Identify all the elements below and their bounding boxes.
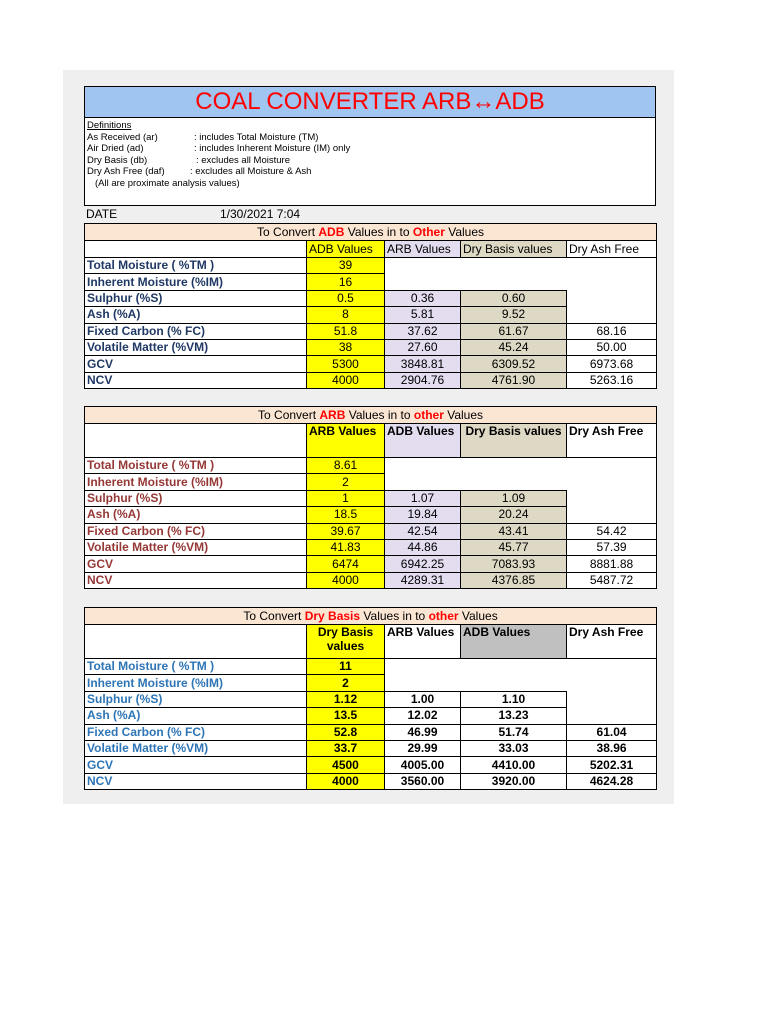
adb-conversion-table [84, 223, 657, 389]
table-row: Sulphur (%S) 1 1.07 1.09 [85, 490, 657, 506]
empty-block [385, 458, 657, 491]
table-row: Sulphur (%S) 1.12 1.00 1.10 [85, 691, 657, 707]
input-cell[interactable]: 1 [307, 490, 385, 506]
input-cell[interactable]: 18.5 [307, 507, 385, 523]
table-row: NCV 4000 2904.76 4761.90 5263.16 [85, 372, 657, 388]
column-header: Dry Basis values [461, 241, 567, 258]
input-cell[interactable]: 0.5 [307, 290, 385, 306]
definition-desc: : excludes all Moisture & Ash [190, 166, 312, 178]
definition-desc: : includes Inherent Moisture (IM) only [194, 143, 351, 155]
column-header: Dry Ash Free [567, 241, 657, 258]
column-header: ARB Values [307, 424, 385, 458]
table-row: Volatile Matter (%VM) 38 27.60 45.24 50.00 [85, 339, 657, 355]
date-value: 1/30/2021 7:04 [220, 207, 301, 221]
column-header: Dry Ash Free [567, 625, 657, 659]
input-cell[interactable]: 39.67 [307, 523, 385, 539]
definitions-heading: Definitions [87, 120, 132, 131]
column-header: Dry Basis values [461, 424, 567, 458]
empty-block [567, 691, 657, 724]
definition-row [87, 143, 655, 155]
input-cell[interactable]: 41.83 [307, 539, 385, 555]
column-header: ARB Values [385, 625, 461, 659]
definition-term: As Received (ar) [87, 131, 158, 143]
empty-block [385, 659, 657, 692]
column-header: ADB Values [461, 625, 567, 659]
column-header: ADB Values [307, 241, 385, 258]
input-cell[interactable]: 4000 [307, 372, 385, 388]
table-row: Total Moisture ( %TM ) 39 [85, 258, 657, 274]
table-row: Fixed Carbon (% FC) 52.8 46.99 51.74 61.04 [85, 724, 657, 740]
table-row: Inherent Moisture (%IM) 2 [85, 675, 657, 691]
input-cell[interactable]: 5300 [307, 356, 385, 372]
input-cell[interactable]: 38 [307, 339, 385, 355]
table-row: Inherent Moisture (%IM) 16 [85, 274, 657, 290]
table-row: Inherent Moisture (%IM) 2 [85, 474, 657, 490]
date-label: DATE [86, 207, 118, 221]
table-row: GCV 6474 6942.25 7083.93 8881.88 [85, 556, 657, 572]
definition-desc: : excludes all Moisture [196, 154, 290, 166]
table-banner: To Convert ARB Values in to other Values [85, 407, 657, 424]
table-row: Fixed Carbon (% FC) 39.67 42.54 43.41 54.42 [85, 523, 657, 539]
table-banner: To Convert Dry Basis Values in to other Values [85, 608, 657, 625]
definition-row [87, 166, 655, 178]
header-blank [85, 424, 307, 458]
input-cell[interactable]: 4500 [307, 757, 385, 773]
column-header: Dry Ash Free [567, 424, 657, 458]
input-cell[interactable]: 8.61 [307, 458, 385, 474]
definition-term: Air Dried (ad) [87, 143, 144, 155]
input-cell[interactable]: 39 [307, 258, 385, 274]
definition-term: Dry Basis (db) [87, 154, 148, 166]
table-row: GCV 5300 3848.81 6309.52 6973.68 [85, 356, 657, 372]
table-banner: To Convert ADB Values in to Other Values [85, 224, 657, 241]
table-row: GCV 4500 4005.00 4410.00 5202.31 [85, 757, 657, 773]
empty-block [567, 490, 657, 523]
input-cell[interactable]: 4000 [307, 773, 385, 789]
dry-basis-conversion-table [84, 607, 657, 790]
input-cell[interactable]: 4000 [307, 572, 385, 588]
definitions-note: (All are proximate analysis values) [95, 177, 240, 189]
definition-row [87, 132, 655, 144]
table-row: Volatile Matter (%VM) 33.7 29.99 33.03 38.96 [85, 740, 657, 756]
definitions-box [84, 118, 656, 206]
definition-row [87, 155, 655, 167]
input-cell[interactable]: 16 [307, 274, 385, 290]
table-row: NCV 4000 4289.31 4376.85 5487.72 [85, 572, 657, 588]
input-cell[interactable]: 11 [307, 659, 385, 675]
definition-desc: : includes Total Moisture (TM) [194, 131, 319, 143]
input-cell[interactable]: 2 [307, 675, 385, 691]
column-header: ADB Values [385, 424, 461, 458]
input-cell[interactable]: 13.5 [307, 708, 385, 724]
arb-conversion-table [84, 406, 657, 589]
table-row: Sulphur (%S) 0.5 0.36 0.60 [85, 290, 657, 306]
table-row: Fixed Carbon (% FC) 51.8 37.62 61.67 68.16 [85, 323, 657, 339]
empty-block [385, 258, 657, 291]
table-row: Total Moisture ( %TM ) 8.61 [85, 458, 657, 474]
column-header: ARB Values [385, 241, 461, 258]
table-row: Total Moisture ( %TM ) 11 [85, 659, 657, 675]
input-cell[interactable]: 52.8 [307, 724, 385, 740]
table-row: Ash (%A) 13.5 12.02 13.23 [85, 708, 657, 724]
column-header: Dry Basis values [307, 625, 385, 659]
input-cell[interactable]: 1.12 [307, 691, 385, 707]
header-blank [85, 625, 307, 659]
page-title: COAL CONVERTER ARB↔ADB [84, 86, 656, 118]
input-cell[interactable]: 6474 [307, 556, 385, 572]
empty-block [567, 290, 657, 323]
input-cell[interactable]: 33.7 [307, 740, 385, 756]
header-blank [85, 241, 307, 258]
input-cell[interactable]: 51.8 [307, 323, 385, 339]
table-row: NCV 4000 3560.00 3920.00 4624.28 [85, 773, 657, 789]
input-cell[interactable]: 8 [307, 307, 385, 323]
table-row: Volatile Matter (%VM) 41.83 44.86 45.77 57.39 [85, 539, 657, 555]
table-row: Ash (%A) 8 5.81 9.52 [85, 307, 657, 323]
table-row: Ash (%A) 18.5 19.84 20.24 [85, 507, 657, 523]
definition-term: Dry Ash Free (daf) [87, 166, 165, 178]
input-cell[interactable]: 2 [307, 474, 385, 490]
